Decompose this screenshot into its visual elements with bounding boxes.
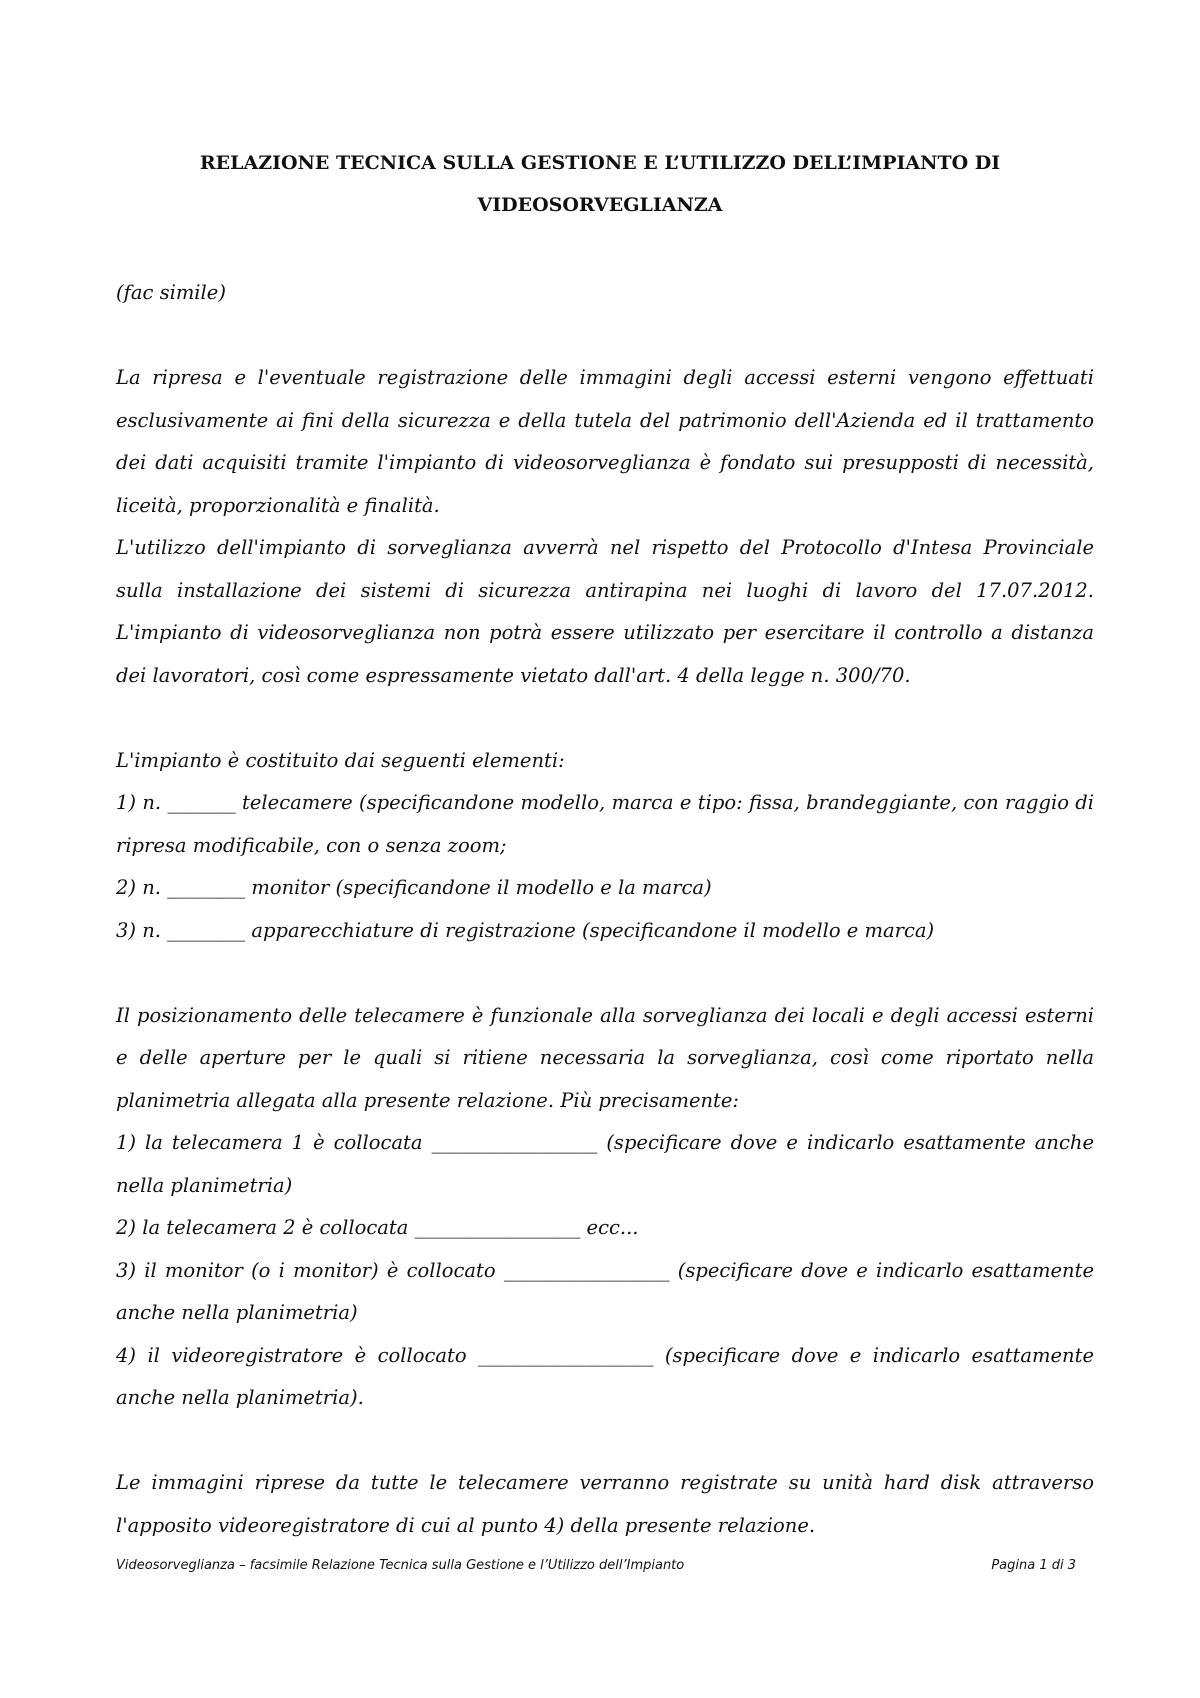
list-item: 1) la telecamera 1 è collocata _________________ (specificare dove e indicarlo esattamente anche nella planimetria) bbox=[116, 1131, 1094, 1197]
paragraph-purpose: La ripresa e l'eventuale registrazione delle immagini degli accessi esterni vengono effettuati esclusivamente ai fini della sicurezza e della tutela del patrimonio dell'Azienda ed il trattamento dei dati acquisiti tramite l'impianto di videosorveglianza è fondato sui presupposti di necessità, liceità, proporzionalità e finalità. bbox=[116, 366, 1094, 517]
page-footer bbox=[116, 1558, 1076, 1573]
paragraph-closing: Le immagini riprese da tutte le telecamere verranno registrate su unità hard disk attraverso l'apposito videoregistratore di cui al punto 4) della presente relazione. bbox=[116, 1471, 1094, 1537]
subtitle: (fac simile) bbox=[116, 281, 226, 304]
list-item: 2) la telecamera 2 è collocata _________________ ecc... bbox=[116, 1216, 639, 1239]
list-item: 3) n. ________ apparecchiature di registrazione (specificandone il modello e marca) bbox=[116, 918, 935, 942]
paragraph-protocol: L'utilizzo dell'impianto di sorveglianza avverrà nel rispetto del Protocollo d'Intesa Provinciale sulla installazione dei sistemi di sicurezza antirapina nei luoghi di lavoro del 17.07.2012. L'impianto di videosorveglianza non potrà essere utilizzato per esercitare il controllo a distanza dei lavoratori, così come espressamente vietato dall'art. 4 della legge n. 300/70. bbox=[116, 536, 1094, 687]
list-item: 2) n. ________ monitor (specificandone il modello e la marca) bbox=[116, 876, 712, 899]
list-item: 3) il monitor (o i monitor) è collocato _________________ (specificare dove e indicarlo esattamente anche nella planimetria) bbox=[116, 1258, 1094, 1324]
elements-intro: L'impianto è costituito dai seguenti elementi: bbox=[116, 748, 565, 772]
title-line-1: RELAZIONE TECNICA SULLA GESTIONE E L’UTILIZZO DELL’IMPIANTO DI bbox=[199, 152, 1001, 174]
positioning-intro: Il posizionamento delle telecamere è funzionale alla sorveglianza dei locali e degli accessi esterni e delle aperture per le quali si ritiene necessaria la sorveglianza, così come riportato nella planimetria allegata alla presente relazione. Più precisamente: bbox=[116, 1003, 1094, 1112]
document-title bbox=[110, 142, 1090, 226]
document-body bbox=[116, 272, 1094, 1547]
footer-document-title: Videosorveglianza – facsimile Relazione Tecnica sulla Gestione e l’Utilizzo dell’Impianto bbox=[116, 1558, 685, 1573]
page-number: Pagina 1 di 3 bbox=[991, 1558, 1076, 1573]
title-line-2: VIDEOSORVEGLIANZA bbox=[477, 194, 723, 216]
list-item: 1) n. _______ telecamere (specificandone modello, marca e tipo: fissa, brandeggiante, con raggio di ripresa modificabile, con o senza zoom; bbox=[116, 791, 1094, 857]
list-item: 4) il videoregistratore è collocato __________________ (specificare dove e indicarlo esattamente anche nella planimetria). bbox=[116, 1343, 1094, 1409]
